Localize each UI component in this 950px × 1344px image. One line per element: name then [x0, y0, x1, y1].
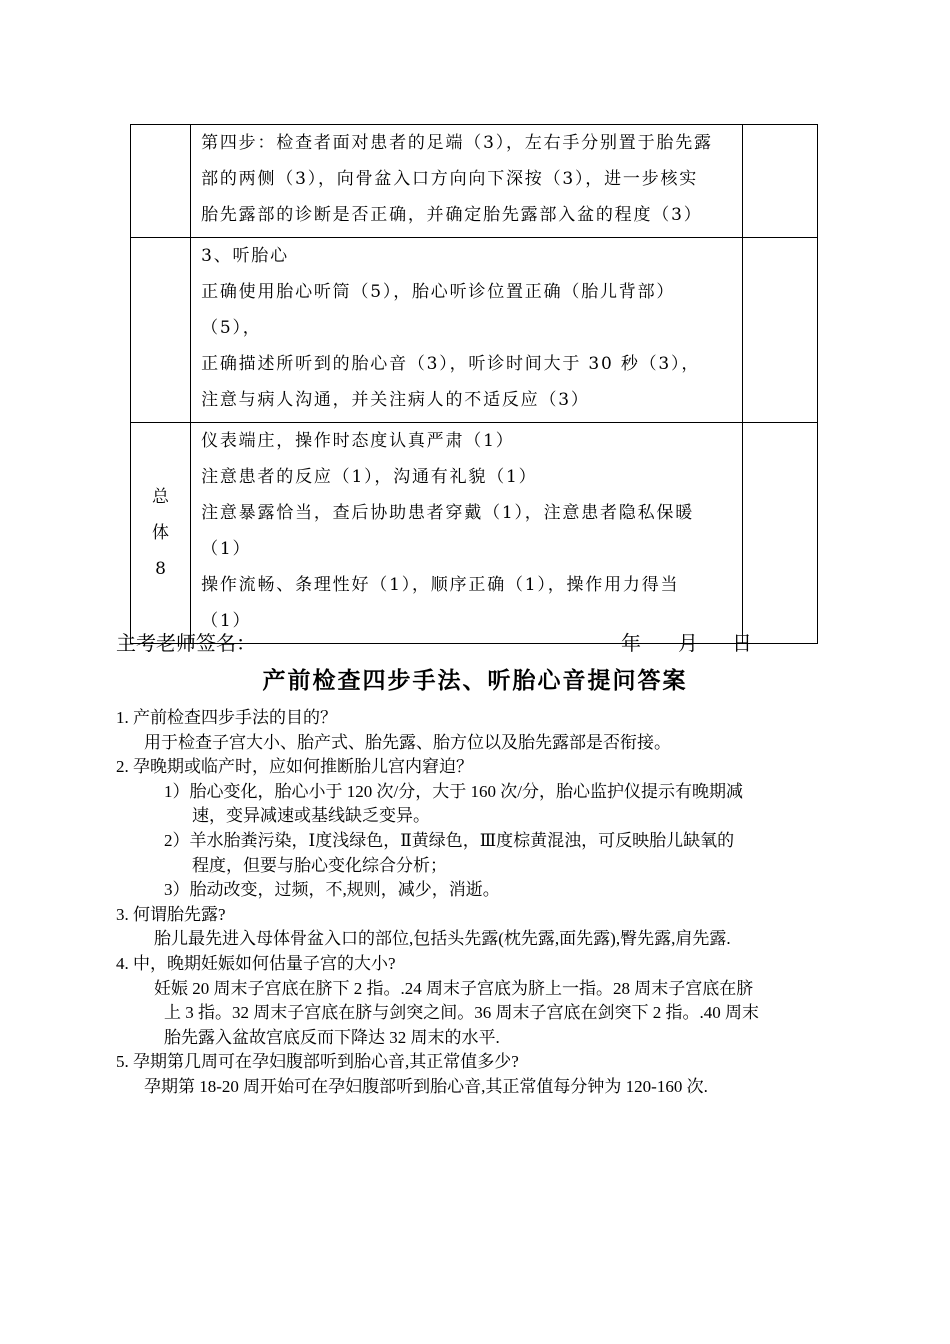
criteria-line: 注意暴露恰当，查后协助患者穿戴（1），注意患者隐私保暖 [201, 503, 694, 523]
question-4: 4. 中，晚期妊娠如何估量子宫的大小? [116, 953, 396, 973]
category-cell [131, 238, 191, 423]
answer-2-item-2-cont: 程度，但要与胎心变化综合分析； [192, 855, 447, 875]
criteria-line: 正确使用胎心听筒（5），胎心听诊位置正确（胎儿背部） [201, 282, 676, 302]
score-cell [742, 238, 817, 423]
answer-5: 孕期第 18-20 周开始可在孕妇腹部听到胎心音,其正常值每分钟为 120-160 次. [144, 1076, 708, 1096]
answer-4-line-1: 妊娠 20 周末子宫底在脐下 2 指。.24 周末子宫底为脐上一指。28 周末子宫底在脐 [154, 978, 754, 998]
question-2: 2. 孕晚期或临产时，应如何推断胎儿宫内窘迫？ [116, 757, 473, 777]
answer-2-item-1-cont: 速，变异减速或基线缺乏变异。 [192, 806, 430, 826]
criteria-cell [191, 423, 743, 644]
signature-label: 主考老师签名： [116, 633, 256, 655]
criteria-line: 操作流畅、条理性好（1），顺序正确（1），操作用力得当 [201, 575, 680, 595]
qa-section [116, 706, 846, 1100]
answer-1: 用于检查子宫大小、胎产式、胎先露、胎方位以及胎先露部是否衔接。 [144, 732, 671, 752]
category-score: 8 [155, 559, 166, 579]
criteria-line: 注意与病人沟通，并关注病人的不适反应（3） [201, 390, 590, 410]
answer-3: 胎儿最先进入母体骨盆入口的部位,包括头先露(枕先露,面先露),臀先露,肩先露. [154, 929, 731, 949]
criteria-cell [191, 238, 743, 423]
answer-2-item-2: 2）羊水胎粪污染，Ⅰ度浅绿色，Ⅱ黄绿色，Ⅲ度棕黄混浊，可反映胎儿缺氧的 [164, 830, 735, 850]
criteria-cell [191, 125, 743, 238]
answer-4-line-2: 上 3 指。32 周末子宫底在脐与剑突之间。36 周末子宫底在剑突下 2 指。.40 周末 [164, 1003, 759, 1023]
answer-2-item-3: 3）胎动改变，过频，不,规则，减少，消逝。 [164, 880, 500, 900]
scoring-table [130, 124, 818, 644]
criteria-line: （5）， [201, 318, 262, 338]
date-year-label: 年 [621, 633, 641, 655]
criteria-line: 部的两侧（3），向骨盆入口方向向下深按（3），进一步核实 [201, 169, 699, 189]
table-row [131, 423, 818, 644]
category-label: 体 [152, 523, 170, 543]
criteria-line: 仪表端庄，操作时态度认真严肃（1） [201, 431, 515, 451]
answer-4-line-3: 胎先露入盆故宫底反而下降达 32 周末的水平. [164, 1027, 500, 1047]
criteria-line: 第四步：检查者面对患者的足端（3），左右手分别置于胎先露 [201, 133, 713, 153]
answer-2-item-1: 1）胎心变化，胎心小于 120 次/分，大于 160 次/分，胎心监护仪提示有晚期减 [164, 781, 743, 801]
criteria-line: 注意患者的反应（1），沟通有礼貌（1） [201, 467, 538, 487]
qa-title: 产前检查四步手法、听胎心音提问答案 [262, 668, 688, 694]
question-3: 3. 何谓胎先露? [116, 904, 226, 924]
category-label: 总 [152, 487, 170, 507]
criteria-line: 胎先露部的诊断是否正确，并确定胎先露部入盆的程度（3） [201, 205, 703, 225]
date-month-label: 月 [678, 633, 698, 655]
criteria-line: 正确描述所听到的胎心音（3），听诊时间大于 30 秒（3）， [201, 354, 701, 374]
criteria-line: （1） [201, 539, 252, 559]
criteria-line: 3、听胎心 [201, 246, 289, 266]
category-cell [131, 423, 191, 644]
table-row [131, 125, 818, 238]
examiner-signature-line [116, 627, 766, 655]
category-cell [131, 125, 191, 238]
question-1: 1. 产前检查四步手法的目的？ [116, 708, 337, 727]
table-row [131, 238, 818, 423]
score-cell [742, 125, 817, 238]
score-cell [742, 423, 817, 644]
question-5: 5. 孕期第几周可在孕妇腹部听到胎心音,其正常值多少? [116, 1052, 519, 1072]
criteria-line: （1） [201, 611, 252, 631]
date-day-label: 日 [732, 633, 752, 655]
